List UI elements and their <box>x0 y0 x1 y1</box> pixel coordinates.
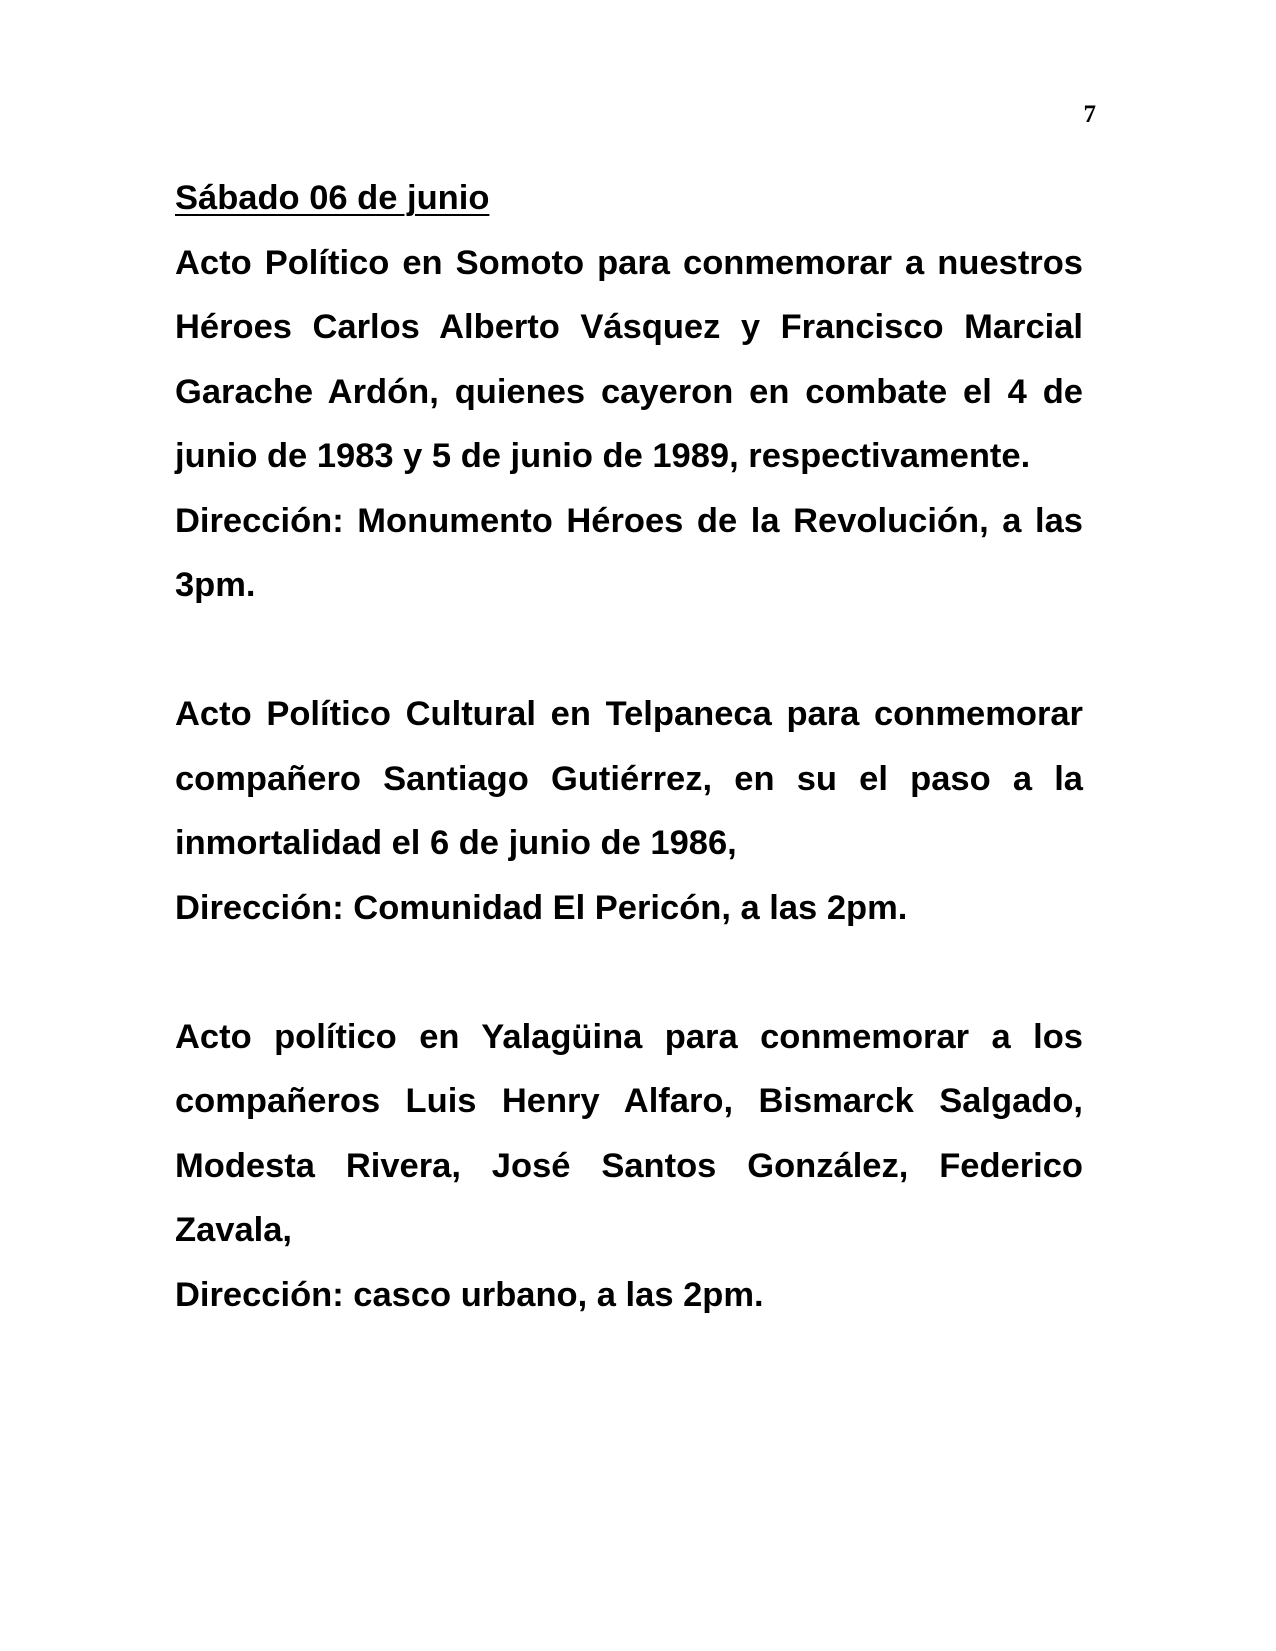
date-heading: Sábado 06 de junio <box>175 179 490 217</box>
event-address: Dirección: casco urbano, a las 2pm. <box>175 1275 764 1314</box>
document-body <box>175 166 1083 1327</box>
event-description: Acto Político Cultural en Telpaneca para conmemorar compañero Santiago Gutiérrez, en su el paso a la inmortalidad el 6 de junio de 1986, <box>175 695 1083 862</box>
event-block <box>175 231 1083 618</box>
event-block <box>175 682 1083 940</box>
event-description: Acto Político en Somoto para conmemorar a nuestros Héroes Carlos Alberto Vásquez y Francisco Marcial Garache Ardón, quienes cayeron en combate el 4 de junio de 1983 y 5 de junio de 1989, respectivamente. <box>175 243 1083 475</box>
paragraph-spacer <box>175 940 1083 1005</box>
paragraph-spacer <box>175 618 1083 683</box>
event-address: Dirección: Comunidad El Pericón, a las 2pm. <box>175 888 908 927</box>
page-number: 7 <box>1083 101 1096 128</box>
event-address: Dirección: Monumento Héroes de la Revolución, a las 3pm. <box>175 501 1083 604</box>
event-block <box>175 1005 1083 1328</box>
event-description: Acto político en Yalagüina para conmemorar a los compañeros Luis Henry Alfaro, Bismarck Salgado, Modesta Rivera, José Santos González, Federico Zavala, <box>175 1017 1083 1249</box>
